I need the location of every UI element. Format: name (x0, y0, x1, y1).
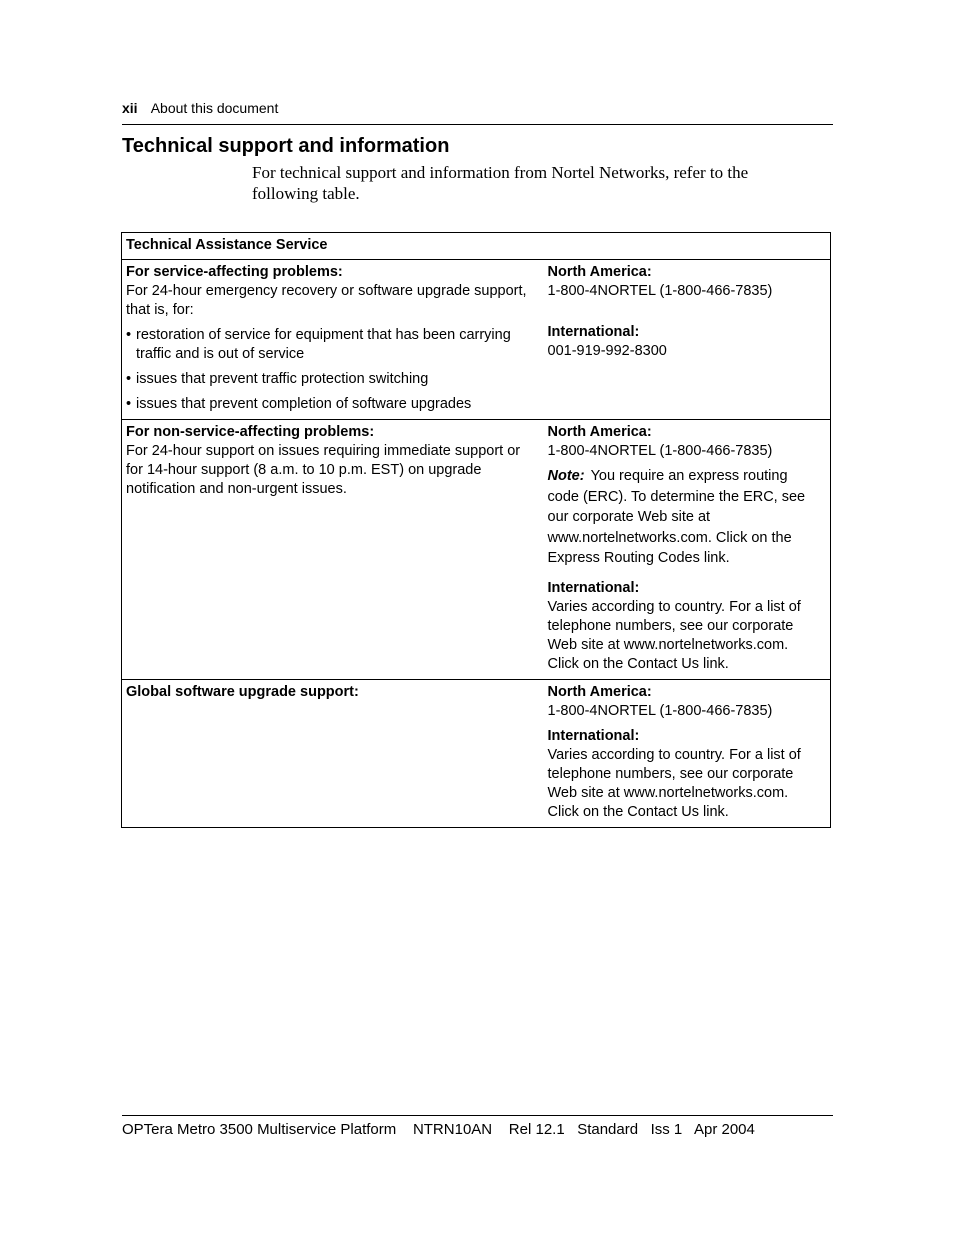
list-item: • issues that prevent traffic protection switching (126, 371, 429, 387)
row-description (122, 260, 543, 420)
bullet-icon: • (126, 327, 132, 343)
row-description (122, 420, 543, 680)
bullet-icon: • (126, 396, 132, 412)
row-title: Global software upgrade support: (126, 683, 359, 700)
row-text: For 24-hour support on issues requiring immediate support or for 14-hour support (8 a.m. to 10 p.m. EST) on upgrade notification and non-urgent issues. (126, 443, 521, 497)
footer-doc-number: NTRN10AN (412, 1121, 493, 1138)
north-america-phone: 1-800-4NORTEL (1-800-466-7835) (547, 283, 773, 299)
international-label: International: (547, 579, 640, 596)
north-america-label: North America: (547, 264, 652, 280)
note (548, 466, 823, 569)
table-header-row (122, 233, 831, 260)
row-contacts (543, 420, 831, 680)
row-description (122, 679, 543, 827)
footer-product: OPTera Metro 3500 Multiservice Platform (122, 1121, 397, 1138)
international-label: International: (547, 324, 640, 340)
list-item: • restoration of service for equipment that has been carrying traffic and is out of service (126, 327, 511, 362)
table-heading: Technical Assistance Service (122, 233, 831, 260)
running-footer (122, 1120, 833, 1140)
bullet-icon: • (126, 371, 132, 387)
note-text: You require an express routing code (ERC). To determine the ERC, see our corporate Web site at www.nortelnetworks.com. Click on the Express Routing Codes link. (547, 468, 806, 566)
row-title: For service-affecting problems: (126, 264, 343, 280)
intro-paragraph: For technical support and information from Nortel Networks, refer to the following table. (252, 163, 749, 203)
north-america-phone: 1-800-4NORTEL (1-800-466-7835) (547, 702, 773, 719)
international-phone: 001-919-992-8300 (547, 343, 667, 359)
header-section: About this document (150, 100, 279, 116)
international-text: Varies according to country. For a list of telephone numbers, see our corporate Web site at www.nortelnetworks.com. Click on the Contact Us link. (547, 598, 801, 672)
international-label: International: (547, 727, 640, 744)
footer-date: Apr 2004 (693, 1121, 755, 1138)
list-item: • issues that prevent completion of software upgrades (126, 396, 472, 412)
international-text: Varies according to country. For a list of telephone numbers, see our corporate Web site at www.nortelnetworks.com. Click on the Contact Us link. (547, 746, 801, 820)
footer-status: Standard (577, 1121, 639, 1138)
row-contacts (543, 679, 831, 827)
north-america-label: North America: (547, 424, 652, 440)
row-text: For 24-hour emergency recovery or software upgrade support, that is, for: (126, 283, 527, 318)
table-row (122, 420, 831, 680)
row-title: For non-service-affecting problems: (126, 424, 375, 440)
page-number: xii (122, 100, 138, 116)
section-title: Technical support and information (122, 135, 450, 157)
header-rule (122, 124, 833, 125)
row-contacts (543, 260, 831, 420)
north-america-phone: 1-800-4NORTEL (1-800-466-7835) (547, 443, 773, 459)
table-row (122, 679, 831, 827)
footer-rule (122, 1115, 833, 1116)
footer-release: Rel 12.1 (508, 1121, 565, 1138)
table-row (122, 260, 831, 420)
footer-issue: Iss 1 (650, 1121, 683, 1138)
note-label: Note: (547, 468, 585, 484)
running-header (122, 99, 833, 117)
support-table (121, 232, 831, 828)
north-america-label: North America: (547, 683, 652, 700)
